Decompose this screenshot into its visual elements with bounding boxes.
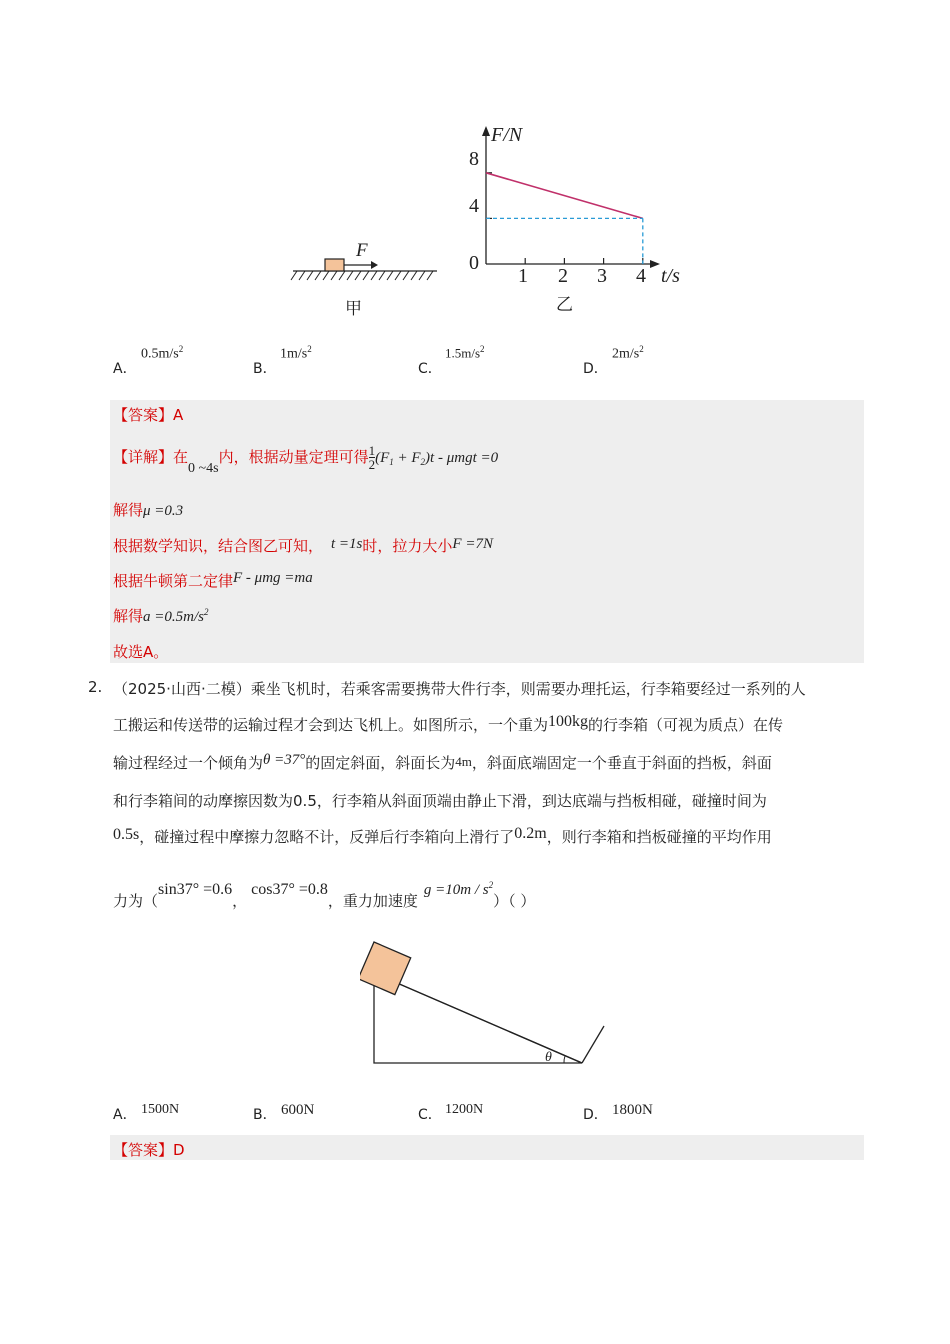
q1-option-a-letter: A． (113, 361, 137, 377)
q2-line5: 0.5s，碰撞过程中摩擦力忽略不计，反弹后行李箱向上滑行了0.2m，则行李箱和挡板碰撞的平均作用 (113, 825, 772, 846)
q1-option-c-value: $1.5m/s^2$ (445, 344, 485, 361)
q1-option-d-letter: D． (583, 361, 608, 377)
q2-option-c-letter: C． (418, 1107, 442, 1123)
q2-option-b-letter: B． (253, 1107, 277, 1123)
q2-line2: 工搬运和传送带的运输过程才会到达飞机上。如图所示，一个重为100kg的行李箱（可视为质点）在传 (113, 713, 784, 734)
q2-number: 2. (88, 678, 103, 696)
q1-line-accel: 解得$a =0.5m/s^2$ (113, 607, 209, 625)
q1-answer-block (110, 400, 864, 663)
q2-option-d-value: 1800N (612, 1102, 653, 1118)
q2-line4: 和行李箱间的动摩擦因数为0.5，行李箱从斜面顶端由静止下滑，到达底端与挡板相碰，碰撞时间为 (113, 792, 767, 810)
force-label: F (356, 240, 368, 261)
q1-option-d-value: $2m/s^2$ (612, 344, 644, 362)
q2-answer-tag: 【答案】D (113, 1141, 185, 1159)
caption-right: 乙 (556, 295, 573, 315)
q2-line1: （2025·山西·二模）乘坐飞机时，若乘客需要携带大件行李，则需要办理托运，行李箱要经过一系列的人 (113, 680, 806, 698)
incline-figure (360, 935, 620, 1075)
x-axis-arrow (650, 260, 660, 268)
y-tick-0: 0 (469, 252, 479, 274)
y-tick-8: 8 (469, 148, 479, 170)
q1-line-mu: 解得μ =0.3 (113, 501, 184, 519)
force-arrow-head (371, 261, 378, 269)
x-axis-label: t/s (661, 265, 680, 287)
x-tick-1: 1 (518, 265, 528, 287)
q1-option-b-letter: B． (253, 361, 277, 377)
q2-line3: 输过程经过一个倾角为θ =37°的固定斜面，斜面长为4m，斜面底端固定一个垂直于斜面的挡板，斜面 (113, 752, 772, 772)
q1-option-a-value: $0.5m/s^2$ (141, 344, 184, 362)
force-series-line (486, 173, 643, 219)
y-tick-4: 4 (469, 195, 479, 217)
x-tick-3: 3 (597, 265, 607, 287)
y-axis-arrow (482, 126, 490, 136)
q2-option-c-value: 1200N (445, 1102, 484, 1117)
q2-option-a-value: 1500N (141, 1102, 180, 1117)
caption-left: 甲 (345, 299, 362, 319)
q1-answer-tag: 【答案】A (113, 406, 184, 424)
force-time-graph (460, 122, 690, 312)
x-tick-4: 4 (636, 265, 646, 287)
q1-line-force: 根据数学知识，结合图乙可知， t =1s时，拉力大小F =7N (113, 536, 493, 555)
q1-option-c-letter: C． (418, 361, 442, 377)
angle-label: θ (545, 1050, 552, 1065)
q2-option-d-letter: D． (583, 1107, 608, 1123)
luggage-box (360, 942, 411, 995)
angle-arc (564, 1056, 565, 1063)
q1-line-choice: 故选A。 (113, 643, 169, 661)
q1-line-newton: 根据牛顿第二定律F - μmg =ma (113, 570, 313, 590)
q2-answer-block (110, 1135, 864, 1160)
q2-line6: 力为（sin37° =0.6，cos37° =0.8，重力加速度$g =10m / s^2$）（ ） (113, 880, 536, 910)
baffle (582, 1026, 604, 1063)
q2-option-b-value: 600N (281, 1102, 315, 1118)
q1-option-b-value: $1m/s^2$ (280, 344, 312, 362)
block (325, 259, 344, 271)
x-tick-2: 2 (558, 265, 568, 287)
y-axis-label: F/N (491, 124, 523, 146)
q2-option-a-letter: A． (113, 1107, 137, 1123)
q1-detail-line: 【详解】在0 ~4s内，根据动量定理可得 $\frac{1}{2}$ $(F_1 + F_2)t - \mu mgt =0$ (113, 443, 499, 476)
